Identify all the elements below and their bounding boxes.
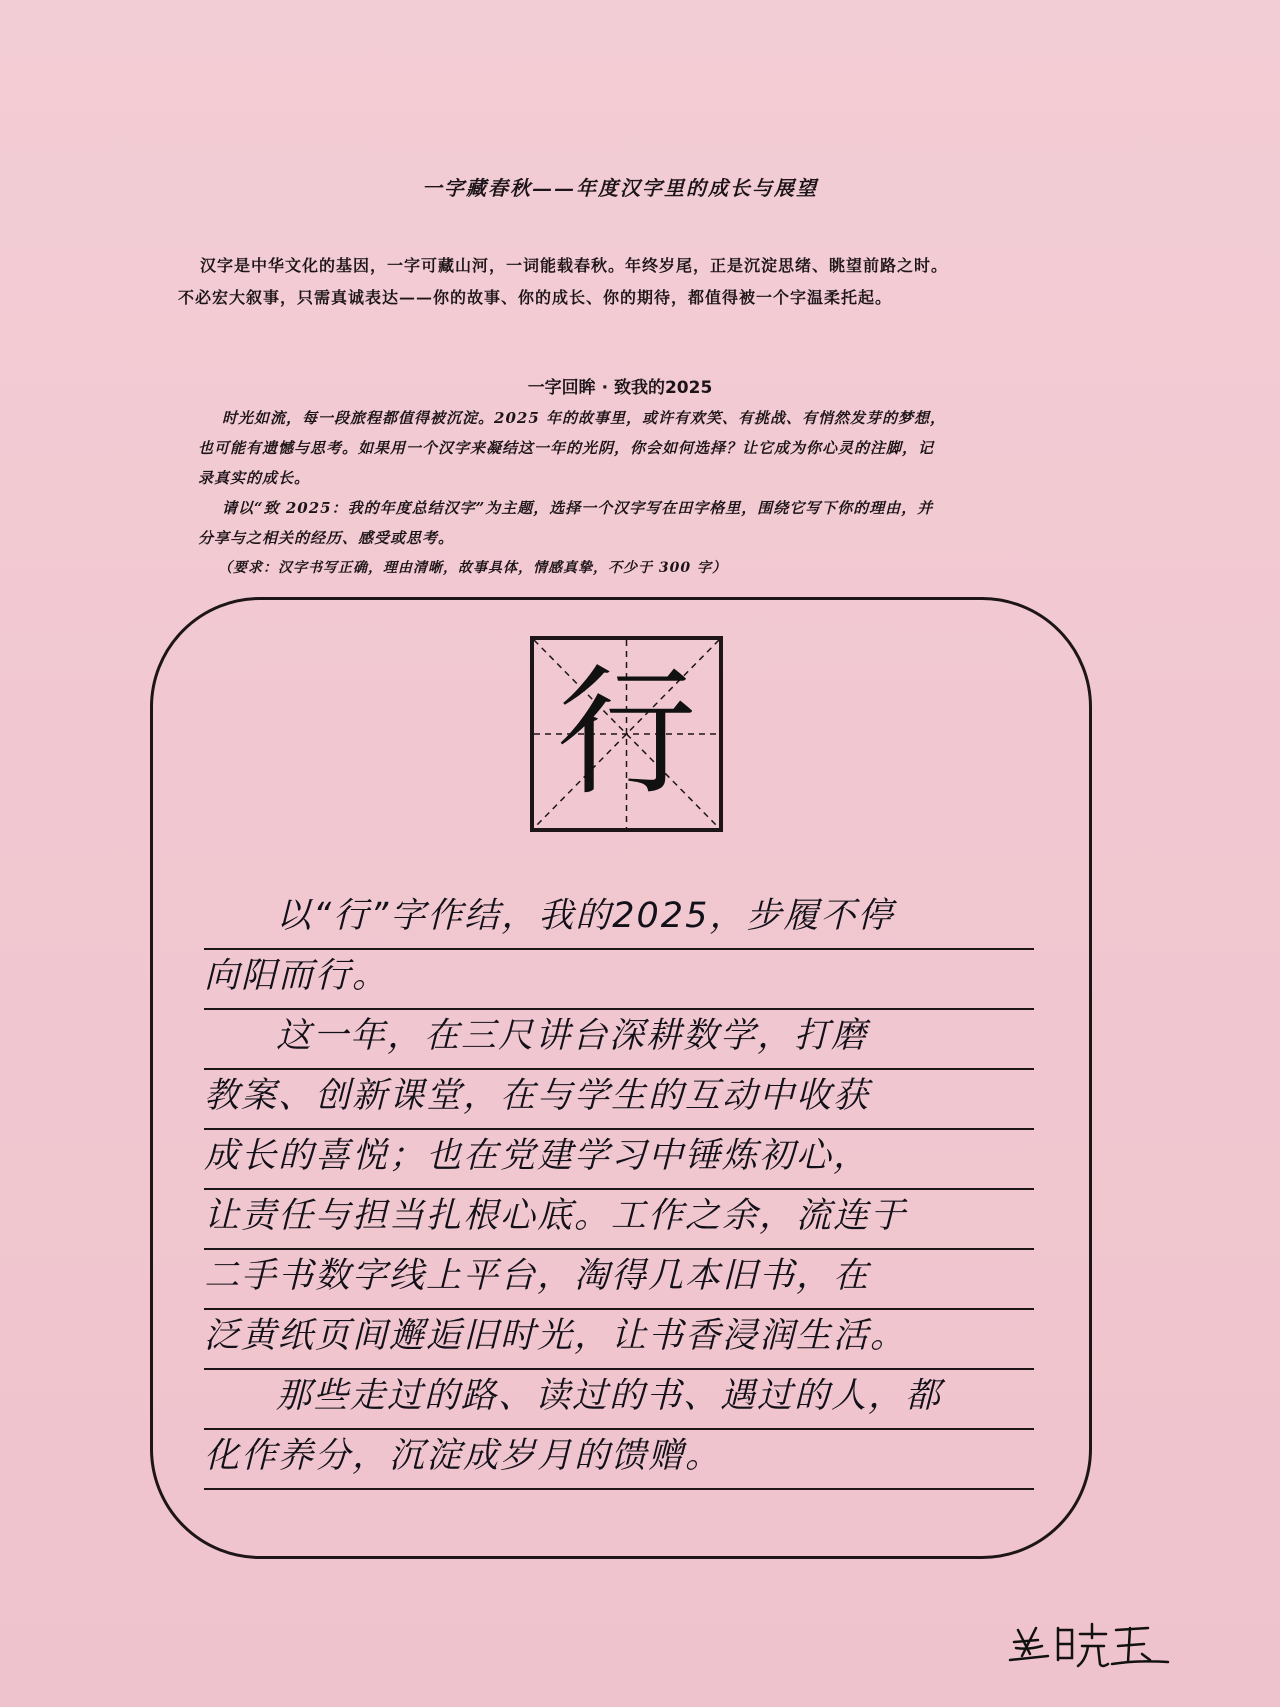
tian-zi-grid <box>530 636 723 832</box>
essay-line: 泛黄纸页间邂逅旧时光，让书香浸润生活。 <box>204 1310 1034 1370</box>
prompt-line: 时光如流，每一段旅程都值得被沉淀。2025 年的故事里，或许有欢笑、有挑战、有悄然发芽的梦想， <box>222 409 946 427</box>
essay-line: 以“行”字作结，我的2025，步履不停 <box>204 890 1034 950</box>
handwritten-essay <box>204 890 1034 1490</box>
intro-line: 不必宏大叙事，只需真诚表达——你的故事、你的成长、你的期待，都值得被一个字温柔托起。 <box>178 288 893 307</box>
essay-line: 让责任与担当扎根心底。工作之余，流连于 <box>204 1190 1034 1250</box>
document-title: 一字藏春秋——年度汉字里的成长与展望 <box>422 176 818 200</box>
writing-prompt <box>198 403 1098 583</box>
handwritten-signature <box>1008 1616 1178 1676</box>
intro-paragraph <box>178 250 1098 314</box>
prompt-line: 请以“致 2025：我的年度总结汉字”为主题，选择一个汉字写在田字格里，围绕它写下你的理由，并 <box>222 499 934 517</box>
essay-line: 向阳而行。 <box>204 950 1034 1010</box>
essay-line: 二手书数字线上平台，淘得几本旧书，在 <box>204 1250 1034 1310</box>
essay-line: 成长的喜悦；也在党建学习中锤炼初心， <box>204 1130 1034 1190</box>
chosen-character: 行 <box>556 652 697 815</box>
prompt-line: 分享与之相关的经历、感受或思考。 <box>198 529 455 547</box>
essay-line: 化作养分，沉淀成岁月的馈赠。 <box>204 1430 1034 1490</box>
intro-line: 汉字是中华文化的基因，一字可藏山河，一词能载春秋。年终岁尾，正是沉淀思绪、眺望前路之时。 <box>200 256 949 275</box>
signature-drawing <box>1008 1616 1178 1676</box>
prompt-requirements: （要求：汉字书写正确，理由清晰，故事具体，情感真挚，不少于 300 字） <box>218 560 727 576</box>
section-title: 一字回眸 · 致我的2025 <box>527 378 713 398</box>
essay-line: 这一年，在三尺讲台深耕数学，打磨 <box>204 1010 1034 1070</box>
prompt-line: 录真实的成长。 <box>198 469 311 487</box>
prompt-line: 也可能有遗憾与思考。如果用一个汉字来凝结这一年的光阴，你会如何选择？让它成为你心灵的注脚，记 <box>198 439 935 457</box>
essay-line: 教案、创新课堂，在与学生的互动中收获 <box>204 1070 1034 1130</box>
essay-line: 那些走过的路、读过的书、遇过的人，都 <box>204 1370 1034 1430</box>
